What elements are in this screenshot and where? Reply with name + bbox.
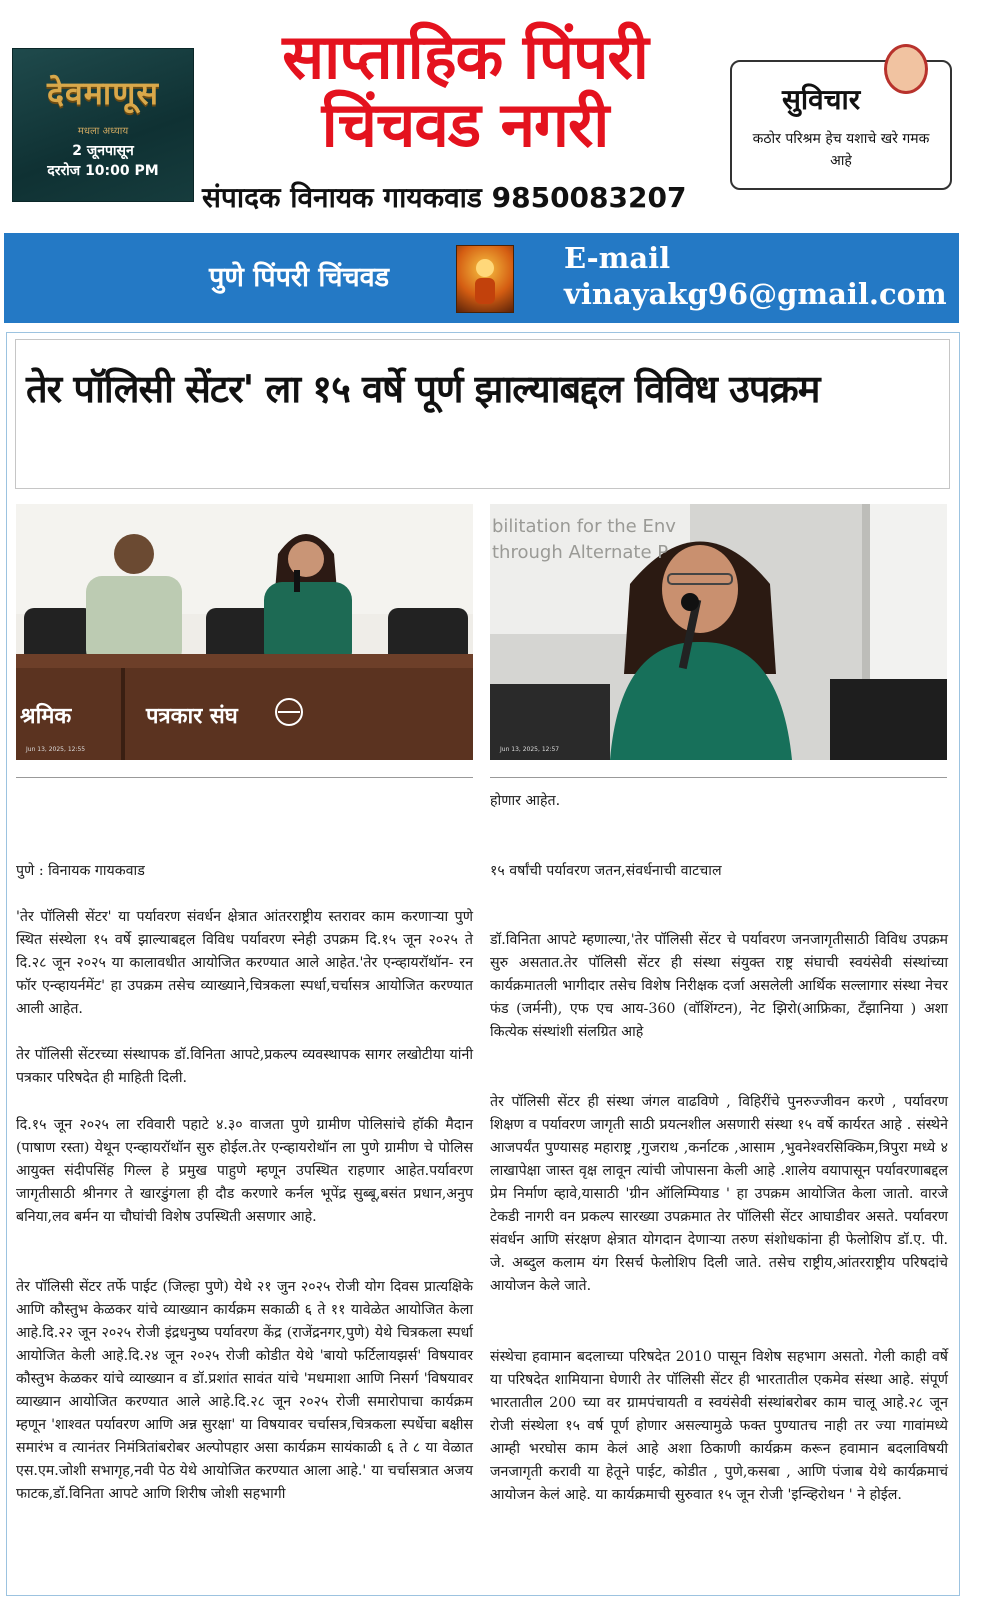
banner-text-left: श्रमिक — [20, 704, 72, 729]
screen-text-line1: bilitation for the Env — [492, 516, 676, 537]
subheading: १५ वर्षांची पर्यावरण जतन,संवर्धनाची वाटचाल — [490, 863, 722, 879]
article-paragraph: संस्थेचा हवामान बदलाच्या परिषदेत 2010 पासून विशेष सहभाग असतो. गेली काही वर्षे या परिषदेत शामियाना घेणारी तेर पॉलिसी सेंटर ही भारतातील एकमेव संस्था आहे. संपूर्ण भारतातील 200 च्या वर ग्रामपंचायती व स्वयंसेवी संस्थांबरोबर काम चालू आहे.२८ जून रोजी संस्थेला १५ वर्ष पूर्ण होणार असल्यामुळे फक्त पुण्यातच नाही तर ज्या गावांमध्ये आम्ही भरघोस काम केलं आहे अशा ठिकाणी कार्यक्रम करून हवामान बदलाविषयी जनजागृती करावी या हेतूने पाईट, कोडीत , पुणे,कसबा , आणि पंजाब येथे कार्यक्रमाचं आयोजन केलं आहे. या कार्यक्रमाची सुरुवात १५ जून रोजी 'इन्व्हिरोथन ' ने होईल. — [490, 1349, 948, 1503]
city-label: पुणे पिंपरी चिंचवड — [209, 262, 390, 293]
screen-text-line2: through Alternate P — [492, 542, 669, 563]
article-paragraph: तेर पॉलिसी सेंटर ही संस्था जंगल वाढविणे , विहिरींचे पुनरुज्जीवन करणे , पर्यावरण शिक्षण व पर्यावरण जागृती साठी प्रयत्नशील असणारी संस्था १५ वर्षे कार्यरत आहे . संस्थेने आजपर्यंत पुण्यासह महाराष्ट्र ,गुजराथ ,कर्नाटक ,आसाम ,भुवनेश्वरसिक्किम,त्रिपुरा मध्ये ४ लाखापेक्षा जास्त वृक्ष लावून त्यांची जोपासना केली आहे .शालेय वयापासून पर्यावरणाबद्दल प्रेम निर्माण व्हावे,यासाठी 'ग्रीन ऑलिम्पियाड ' हा उपक्रम आयोजित केला जातो. वारजे टेकडी नागरी वन प्रकल्प सारख्या उपक्रमात तेर पॉलिसी सेंटर आघाडीवर असते. पर्यावरण संवर्धन आणि संरक्षण क्षेत्रात योगदान देणाऱ्या तरुण संशोधकांना ही फेलोशिप डॉ.ए. पी. जे. अब्दुल कलाम यंग रिसर्च फेलोशिप दिली जाते. तसेच राष्ट्रीय,आंतरराष्ट्रीय परिषदांचे आयोजन केले जाते. — [490, 1094, 948, 1294]
article-paragraph: 'तेर पॉलिसी सेंटर' या पर्यावरण संवर्धन क्षेत्रात आंतरराष्ट्रीय स्तरावर काम करणाऱ्या पुणे स्थित संस्थेला १५ वर्षे झाल्याबद्दल विविध पर्यावरण स्नेही उपक्रम दि.१५ जून २०२५ ते दि.२८ जून २०२५ या कालावधीत आयोजित करण्यात आले आहेत.'तेर एन्व्हायरॉथॉन- रन फॉर एन्व्हायर्नमेंट' हा उपक्रम तसेच व्याख्याने,चित्रकला स्पर्धा,चर्चासत्र आयोजित करण्यात आली आहेत. — [16, 909, 473, 1017]
ad-title: देवमाणूस — [47, 74, 159, 112]
thought-text: कठोर परिश्रम हेच यशाचे खरे गमक आहे — [752, 131, 930, 169]
masthead-title-line2: चिंचवड नगरी — [321, 88, 609, 161]
column-divider — [490, 777, 947, 778]
article-paragraph: तेर पॉलिसी सेंटरच्या संस्थापक डॉ.विनिता आपटे,प्रकल्प व्यवस्थापक सागर लखोटीया यांनी पत्रकार परिषदेत ही माहिती दिली. — [16, 1047, 473, 1086]
deity-image — [456, 245, 514, 313]
ad-date: 2 जूनपासून — [72, 143, 134, 159]
ad-subtitle: मधला अध्याय — [77, 126, 129, 137]
continuation-text: होणार आहेत. — [490, 793, 561, 809]
masthead-title-line1: साप्ताहिक पिंपरी — [282, 20, 648, 93]
tv-show-ad — [12, 48, 194, 202]
thought-box — [730, 60, 952, 190]
byline: पुणे : विनायक गायकवाड — [16, 863, 145, 879]
namaste-avatar-icon — [884, 44, 928, 94]
thought-title: सुविचार — [782, 83, 861, 116]
email-address[interactable]: vinayakg96@gmail.com — [564, 277, 947, 311]
press-conference-photo — [16, 504, 473, 760]
column-divider — [16, 777, 473, 778]
article-paragraph: तेर पॉलिसी सेंटर तर्फे पाईट (जिल्हा पुणे) येथे २१ जुन २०२५ रोजी योग दिवस प्रात्यक्षिके आणि कौस्तुभ केळकर यांचे व्याख्यान कार्यक्रम सकाळी ६ ते ११ यावेळेत आयोजित केला आहे.दि.२२ जून २०२५ रोजी इंद्रधनुष्य पर्यावरण केंद्र (राजेंद्रनगर,पुणे) येथे चित्रकला स्पर्धा आयोजित केली आहे.दि.२४ जून २०२५ रोजी कोडीत येथे 'बायो फर्टिलायझर्स' विषयावर कौस्तुभ केळकर यांचे व्याख्यान व डॉ.प्रशांत सावंत यांचे 'मधमाशा आणि निसर्ग 'विषयावर व्याख्यान आयोजित करण्यात आले आहे.दि.२८ जून २०२५ रोजी समारोपाचा कार्यक्रम म्हणून 'शाश्वत पर्यावरण आणि अन्न सुरक्षा' या विषयावर चर्चासत्र,चित्रकला स्पर्धेचा बक्षीस समारंभ व त्यानंतर निमंत्रितांबरोबर अल्पोपहार असा कार्यक्रम सायंकाळी ६ ते ८ या वेळात एस.एम.जोशी सभागृह,नवी पेठ येथे आयोजित करण्यात आला आहे.' या चर्चासत्रात अजय फाटक,डॉ.विनिता आपटे आणि शिरीष जोशी सहभागी — [16, 1279, 473, 1502]
ad-time: दररोज 10:00 PM — [47, 163, 159, 179]
info-bar — [4, 233, 959, 323]
editor-line: संपादक विनायक गायकवाड 9850083207 — [202, 181, 687, 214]
speaker-photo — [490, 504, 947, 760]
article-paragraph: डॉ.विनिता आपटे म्हणाल्या,'तेर पॉलिसी सेंटर चे पर्यावरण जनजागृतीसाठी विविध उपक्रम सुरु असतात.तेर पॉलिसी सेंटर ही संस्था संयुक्त राष्ट्र संघाची स्वयंसेवी संस्थांच्या कार्यक्रमातली भागीदार तसेच विशेष निरीक्षक दर्जा असलेली आर्थिक सल्लागार संस्था नेचर फंड (जर्मनी), एफ एच आय-360 (वॉशिंग्टन), नेट झिरो(आफ्रिका, टँझानिया ) अशा कित्येक संस्थांशी संलग्रित आहे — [490, 932, 948, 1040]
press-conference-illustration — [16, 504, 473, 760]
photo-timestamp: Jun 13, 2025, 12:57 — [500, 746, 560, 753]
banner-text-right: पत्रकार संघ — [146, 704, 238, 729]
article-paragraph: दि.१५ जून २०२५ ला रविवारी पहाटे ४.३० वाजता पुणे ग्रामीण पोलिसांचे हॉकी मैदान (पाषाण रस्ता) येथून एन्व्हायरॉथॉन सुरु होईल.तेर एन्व्हायरोथॉन ला पुणे ग्रामीण चे पोलिस आयुक्त संदीपसिंह गिल्ल हे प्रमुख पाहुणे म्हणून उपस्थित राहणार आहेत.पर्यावरण जागृतीसाठी श्रीनगर ते खारडुंगला ही दौड करणारे कर्नल भूपेंद्र सुब्बू,बसंत प्रधान,अनुप बनिया,लव बर्मन या चौघांची विशेष उपस्थिती असणार आहे. — [16, 1117, 473, 1225]
photo-timestamp: Jun 13, 2025, 12:55 — [26, 746, 86, 753]
email-label: E-mail — [564, 241, 671, 275]
article-headline: तेर पॉलिसी सेंटर' ला १५ वर्षे पूर्ण झाल्याबद्दल विविध उपक्रम — [26, 367, 820, 411]
headline-box — [15, 339, 950, 489]
deity-icon — [457, 246, 513, 312]
